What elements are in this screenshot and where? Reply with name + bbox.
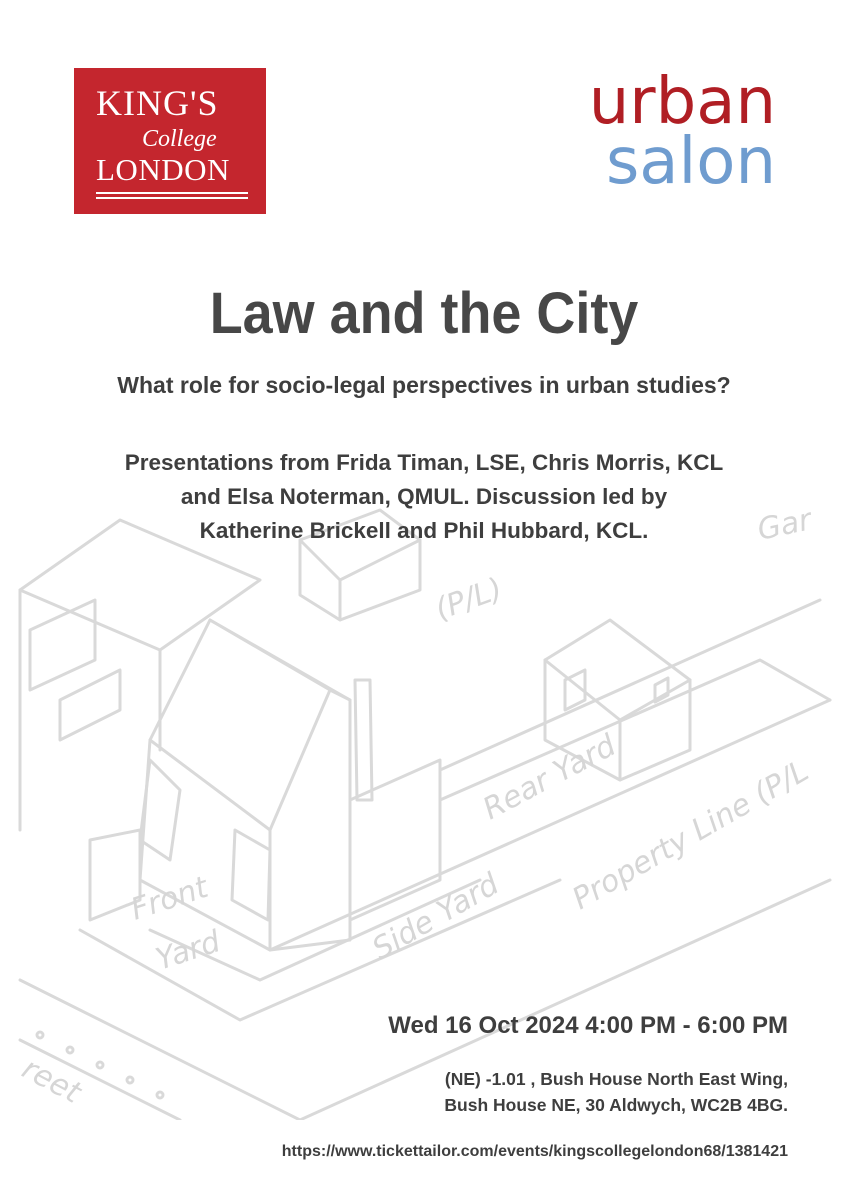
- kcl-logo-college: College: [142, 126, 217, 152]
- event-venue: [444, 1066, 788, 1118]
- venue-line: Bush House NE, 30 Aldwych, WC2B 4BG.: [444, 1095, 788, 1115]
- kcl-logo-rule: [96, 192, 248, 194]
- presenters-line: Presentations from Frida Timan, LSE, Chris Morris, KCL: [124, 450, 724, 475]
- presenters-line: Katherine Brickell and Phil Hubbard, KCL.: [199, 518, 649, 543]
- urban-salon-logo: [540, 65, 790, 200]
- urban-salon-logo-urban: urban: [588, 65, 776, 139]
- urban-salon-logo-salon: salon: [605, 125, 776, 199]
- event-title: Law and the City: [209, 281, 639, 346]
- sketch-label-front: Front: [126, 869, 213, 928]
- sketch-label-rear-yard: Rear Yard: [477, 728, 622, 828]
- sketch-label-side-yard: Side Yard: [366, 866, 506, 967]
- presenters-line: and Elsa Noterman, QMUL. Discussion led by: [180, 484, 668, 509]
- venue-line: (NE) -1.01 , Bush House North East Wing,: [444, 1069, 788, 1089]
- sketch-label-yard: Yard: [151, 924, 225, 978]
- kcl-logo-kings: KING'S: [96, 83, 219, 123]
- event-ticket-link[interactable]: https://www.tickettailor.com/events/kingscollegelondon68/1381421: [281, 1143, 788, 1160]
- kcl-logo-london: LONDON: [96, 152, 230, 187]
- sketch-label-street: reet: [16, 1051, 87, 1111]
- event-datetime: Wed 16 Oct 2024 4:00 PM - 6:00 PM: [388, 1012, 788, 1039]
- event-subtitle: What role for socio-legal perspectives in urban studies?: [117, 372, 731, 398]
- sketch-label-garage: Gar: [754, 502, 815, 548]
- sketch-label-property-line: Property Line (P/L: [566, 753, 815, 917]
- kcl-logo-rule: [96, 197, 248, 199]
- kings-college-london-logo: [74, 68, 266, 214]
- presenters-block: [60, 446, 788, 548]
- sketch-label-pl: (P/L): [430, 571, 507, 628]
